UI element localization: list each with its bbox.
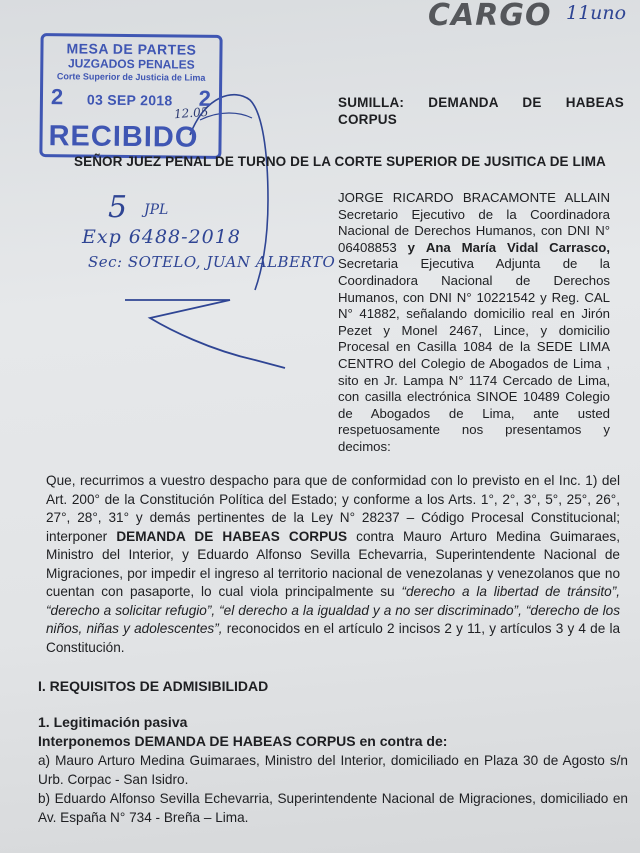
body-quote-1: “derecho a la libertad de tránsito”,: [401, 584, 620, 599]
party-connector: y: [407, 239, 415, 255]
stamp-courts: JUZGADOS PENALES: [67, 56, 195, 72]
demand-line: Interponemos DEMANDA DE HABEAS CORPUS en contra de:: [38, 733, 448, 749]
stamp-time: 12.05: [173, 104, 209, 122]
handwritten-secretary: Sec: SOTELO, JUAN ALBERTO: [88, 253, 336, 271]
body-text-3: reconocidos en el artículo 2 incisos 2 y 11, y artículos 3 y 4 de la Constitución.: [46, 621, 621, 655]
cargo-handwritten-note: 11uno: [566, 2, 627, 24]
addressee: SEÑOR JUEZ PENAL DE TURNO DE LA CORTE SUPERIOR DE JUSITICA DE LIMA: [74, 154, 606, 169]
stamp-court-name: Corte Superior de Justicia de Lima: [56, 71, 206, 83]
body-quote-2: “derecho a solicitar refugio”,: [46, 602, 216, 618]
subsection-title: 1. Legitimación pasiva: [38, 714, 188, 730]
handwritten-court-number: 5: [108, 190, 128, 225]
received-stamp: [39, 33, 222, 159]
body-demand-bold: DEMANDA DE HABEAS CORPUS: [116, 528, 348, 544]
body-paragraph: [46, 472, 620, 657]
stamp-number-left: 2: [50, 84, 64, 110]
party-text-1: Secretario Ejecutivo de la Coordinadora Nacional de Derechos Humanos, con DNI N° 06408853: [338, 206, 610, 255]
respondent-item-a: a) Mauro Arturo Medina Guimaraes, Ministro del Interior, domiciliado en Plaza 30 de Agosto s/n Urb. Corpac - San Isidro.: [38, 753, 628, 787]
body-text-1: Que, recurrimos a vuestro despacho para que de conformidad con lo previsto en el Inc. 1) del Art. 200° de la Constitución Política del Estado; y conforme a los Arts. 1°, 2°, 3°, 5°, 25°, 26°, 27°, 28°, 31° y demás pertinentes de la Ley N° 28237 – Código Procesal Constitucional; interponer: [46, 473, 620, 544]
party-name-1: JORGE RICARDO BRACAMONTE ALLAIN: [338, 190, 610, 205]
sumilla: SUMILLA: DEMANDA DE HABEAS CORPUS: [338, 95, 624, 127]
stamp-office: MESA DE PARTES: [66, 40, 197, 58]
handwritten-court-suffix: JPL: [144, 202, 169, 218]
respondents-list: [38, 751, 628, 827]
stamp-date: 03 SEP 2018: [86, 91, 173, 109]
party-text-2: Secretaria Ejecutiva Adjunta de la Coordinadora Nacional de Derechos Humanos, con DNI N° 10221542 y Reg. CAL N° 41882, señalando domicilio real en Jirón Pezet y Monel 2467, Lince, y domicilio Procesal en Casilla 1084 de la SEDE LIMA CENTRO del Colegio de Abogados de Lima , sito en Jr. Lampa N° 1174 Cercado de Lima, con casilla electrónica SINOE 10489 Colegio de Abogados de Lima, ante usted respetuosamente nos presentamos y decimos:: [338, 256, 610, 454]
body-text-2: contra Mauro Arturo Medina Guimaraes, Ministro del Interior, y Eduardo Alfonso Sevilla Echevarria, Superintendente Nacional de Migraciones, por impedir el ingreso al territorio nacional de venezolanas y venezolanos que no cuentan con pasaporte, lo cual viola principalmente su: [46, 528, 621, 599]
handwritten-file-number: Exp 6488-2018: [82, 226, 241, 248]
stamp-number-right: 2: [198, 85, 212, 111]
stamp-received: RECIBIDO: [48, 120, 199, 154]
body-quote-3: “el derecho a la igualdad y a no ser discriminado”,: [219, 602, 522, 618]
party-name-2: Ana María Vidal Carrasco,: [425, 239, 611, 255]
cargo-stamp-text: CARGO: [428, 0, 552, 33]
body-quote-4: “derecho de los niños, niñas y adolescentes”,: [46, 602, 620, 636]
respondent-item-b: b) Eduardo Alfonso Sevilla Echevarria, Superintendente Nacional de Migraciones, domiciliado en Av. España N° 734 - Breña – Lima.: [38, 791, 628, 825]
section-title: I. REQUISITOS DE ADMISIBILIDAD: [38, 678, 269, 694]
parties-block: [338, 190, 610, 456]
